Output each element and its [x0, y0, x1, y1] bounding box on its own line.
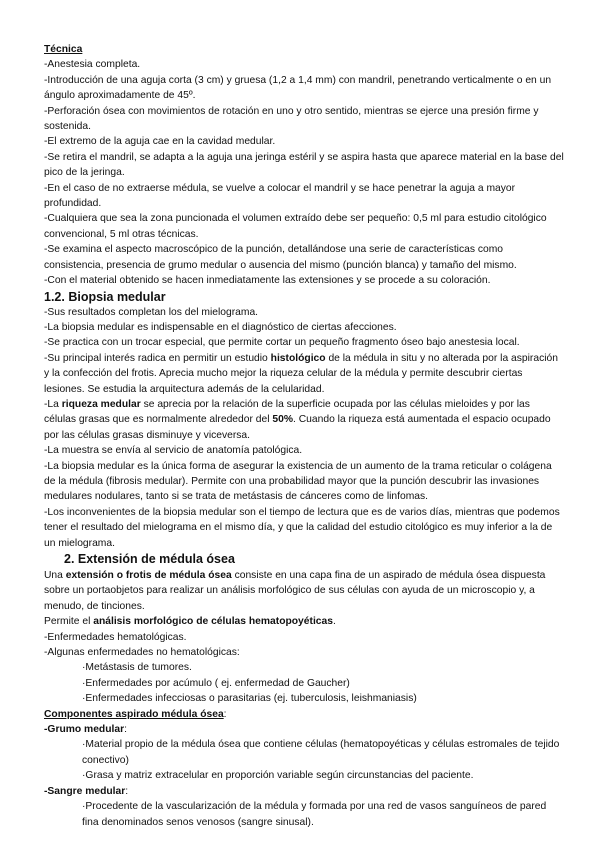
bold-term: riqueza medular — [61, 398, 141, 410]
tecnica-item: -Se examina el aspecto macroscópico de la punción, detallándose una serie de características como consistencia, presencia de grumo medular o ausencia del mismo (punción blanca) y tamaño del mismo. — [44, 244, 517, 271]
grumo-heading: -Grumo medular: — [44, 724, 127, 736]
biopsia-line: -Los inconvenientes de la biopsia medular son el tiempo de lectura que es de varios días, mientras que podemos tener el resultado del mielograma en el mismo día, y que la calidad del estudio citológico es muy inferior a la de un mielograma. — [44, 506, 560, 549]
biopsia-line: -Se practica con un trocar especial, que permite cortar un pequeño fragmento óseo bajo anestesia local. — [44, 337, 520, 349]
tecnica-item: -Cualquiera que sea la zona puncionada el volumen extraído debe ser pequeño: 0,5 ml para estudio citológico convencional, 5 ml otras técnicas. — [44, 213, 547, 240]
biopsia-line: -Sus resultados completan los del mielograma. — [44, 306, 259, 318]
tecnica-heading: Técnica — [44, 44, 83, 55]
biopsia-line: -La riqueza medular se aprecia por la relación de la superficie ocupada por las células mieloides y por las células grasas que es normalmente alrededor del 50%. Cuando la riqueza está aumentada el espacio ocupado por las células grasas disminuye y viceversa. — [44, 398, 551, 441]
extension-permite: Permite el análisis morfológico de células hematopoyéticas. — [44, 616, 336, 628]
tecnica-item: -Se retira el mandril, se adapta a la aguja una jeringa estéril y se aspira hasta que aparece material en la base del pico de la jeringa. — [44, 151, 564, 179]
bold-term: 50% — [272, 414, 293, 426]
biopsia-line: -La biopsia medular es la única forma de asegurar la existencia de un aumento de la trama reticular o colágena de la médula (fibrosis medular). Permite con una probabilidad mayor que la punción descubrir las invasiones medulares nodulares, tanto si se trata de metástasis de cánceres como de linfomas. — [44, 460, 552, 503]
tecnica-item: -Perforación ósea con movimientos de rotación en uno y otro sentido, mientras se ejerce una presión firme y sostenida. — [44, 105, 539, 133]
extension-item: -Algunas enfermedades no hematológicas: — [44, 647, 240, 659]
document-page — [44, 42, 564, 830]
extension-item: -Enfermedades hematológicas. — [44, 631, 187, 643]
biopsia-line: -La muestra se envía al servicio de anatomía patológica. — [44, 445, 303, 457]
extension-intro: Una extensión o frotis de médula ósea consiste en una capa fina de un aspirado de médula ósea dispuesta sobre un portaobjetos para realizar un análisis morfológico de sus células con ayuda de un microscopio y, a menudo, de tinciones. — [44, 570, 546, 612]
componentes-heading: Componentes aspirado médula ósea: — [44, 708, 227, 720]
grumo-item: ·Grasa y matriz extracelular en proporción variable según circunstancias del paciente. — [82, 770, 474, 782]
tecnica-item: -En el caso de no extraerse médula, se vuelve a colocar el mandril y se hace penetrar la aguja a mayor profundidad. — [44, 182, 516, 210]
bold-term: histológico — [270, 352, 326, 364]
sangre-heading: -Sangre medular: — [44, 785, 129, 797]
extension-subitem: ·Enfermedades infecciosas o parasitarias (ej. tuberculosis, leishmaniasis) — [82, 693, 417, 705]
extension-subitem: ·Enfermedades por acúmulo ( ej. enfermedad de Gaucher) — [82, 677, 350, 689]
tecnica-item: -El extremo de la aguja cae en la cavidad medular. — [44, 136, 276, 148]
tecnica-item: -Con el material obtenido se hacen inmediatamente las extensiones y se procede a su coloración. — [44, 275, 491, 287]
sangre-item: ·Procedente de la vascularización de la médula y formada por una red de vasos sanguíneos de pared fina denominados senos venosos (sangre sinusal). — [82, 801, 547, 828]
bold-term: análisis morfológico de células hematopoyéticas — [93, 616, 333, 628]
bold-term: extensión o frotis de médula ósea — [65, 570, 232, 581]
extension-subitem: ·Metástasis de tumores. — [82, 662, 192, 674]
grumo-item: ·Material propio de la médula ósea que contiene células (hematopoyéticas y células estromales de tejido conectivo) — [82, 739, 560, 766]
biopsia-heading: 1.2. Biopsia medular — [44, 289, 166, 304]
extension-heading: 2. Extensión de médula ósea — [64, 552, 235, 566]
tecnica-item: -Anestesia completa. — [44, 59, 141, 71]
biopsia-line: -Su principal interés radica en permitir un estudio histológico de la médula in situ y no alterada por la aspiración y la confección del frotis. Aprecia mucho mejor la riqueza celular de la médula y permite descubrir ciertas lesiones. Se estudia la arquitectura además de la celularidad. — [44, 352, 558, 395]
biopsia-line: -La biopsia medular es indispensable en el diagnóstico de ciertas afecciones. — [44, 321, 397, 333]
tecnica-item: -Introducción de una aguja corta (3 cm) y gruesa (1,2 a 1,4 mm) con mandril, penetrando verticalmente o en un ángulo aproximadamente de 45º. — [44, 74, 552, 102]
